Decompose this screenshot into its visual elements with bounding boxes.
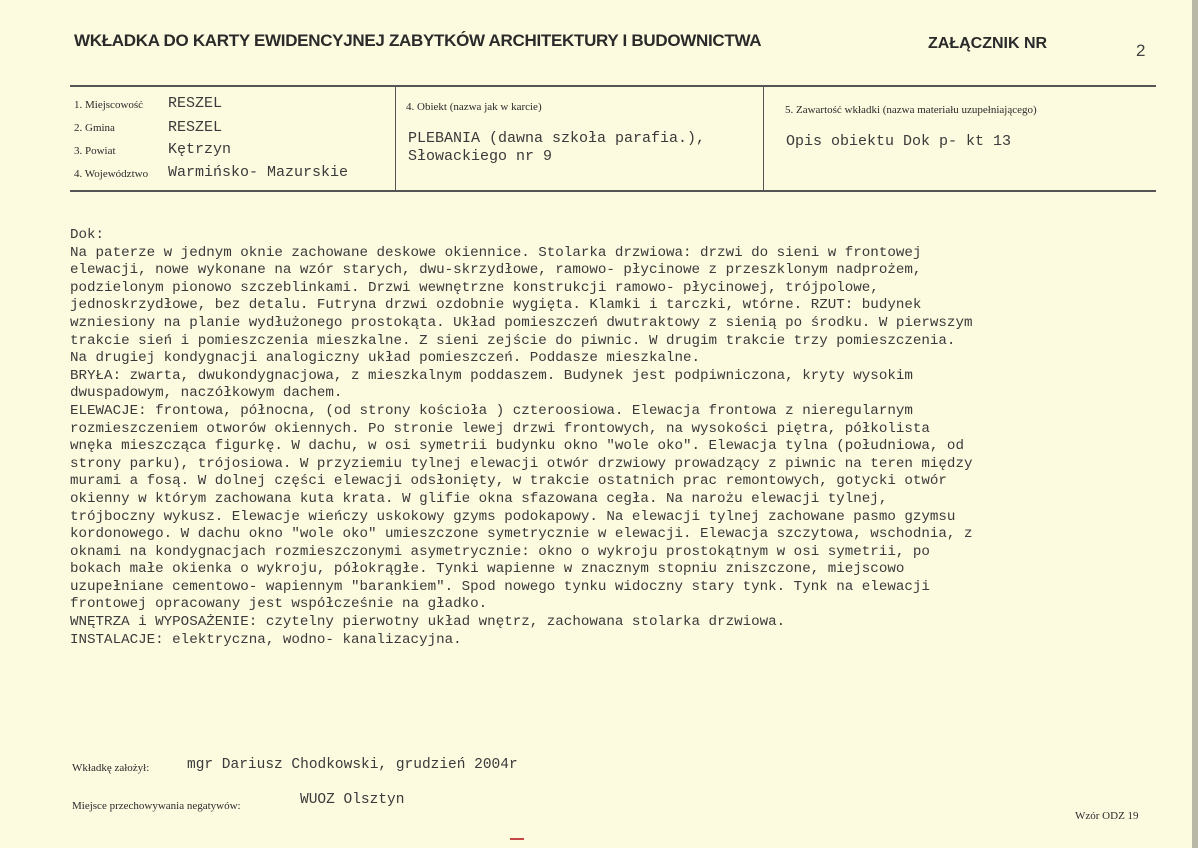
- text-line: Na drugiej kondygnacji analogiczny układ pomieszczeń. Poddasze mieszkalne.: [70, 350, 701, 367]
- text-line: elewacji, nowe wykonane na wzór starych, dwu-skrzydłowe, ramowo- płycinowe z przeszklonym nadprożem,: [70, 262, 922, 279]
- text-line: bokach małe okienka o wykroju, półokrągłe. Tynki wapienne w znacznym stopniu zniszczone, miejscowo: [70, 561, 905, 578]
- text-line: BRYŁA: zwarta, dwukondygnacjowa, z mieszkalnym poddaszem. Budynek jest podpiwniczona, kryty wysokim: [70, 367, 913, 384]
- text-line: murami a fosą. W dolnej części elewacji odsłonięty, w trakcie ostatnich prac remontowych, gotycki otwór: [70, 473, 947, 490]
- wojewodztwo-value: Warmińsko- Mazurskie: [168, 164, 349, 181]
- text-line: ELEWACJE: frontowa, północna, (od strony kościoła ) czteroosiowa. Elewacja frontowa z nieregularnym: [70, 402, 913, 419]
- text-line: uzupełniane cementowo- wapiennym "barankiem". Spod nowego tynku widoczny stary tynk. Tynk na elewacji: [70, 578, 930, 595]
- object-line-1: PLEBANIA (dawna szkoła parafia.),: [408, 130, 706, 147]
- text-line: okienny w którym zachowana kuta krata. W glifie okna sfazowana cegła. Na narożu elewacji tylnej,: [70, 490, 888, 507]
- form-title: WKŁADKA DO KARTY EWIDENCYJNEJ ZABYTKÓW ARCHITEKTURY I BUDOWNICTWA: [74, 31, 762, 50]
- storage-label: Miejsce przechowywania negatywów:: [72, 800, 241, 812]
- object-line-2: Słowackiego nr 9: [408, 148, 553, 165]
- top-rule: [70, 85, 1156, 87]
- text-line: wzniesiony na planie wydłużonego prostokąta. Układ pomieszczeń dwutraktowy z sienią po środku. W pierwszym: [70, 314, 973, 331]
- description-text: [70, 227, 1170, 649]
- storage-value: WUOZ Olsztyn: [300, 792, 405, 808]
- divider-1: [395, 86, 396, 190]
- text-line: Na paterze w jednym oknie zachowane deskowe okiennice. Stolarka drzwiowa: drzwi do sieni w frontowej: [70, 244, 922, 261]
- author-value: mgr Dariusz Chodkowski, grudzień 2004r: [187, 757, 518, 773]
- miejscowosc-value: RESZEL: [168, 95, 223, 112]
- text-line: podzielonym pionowo szczeblinkami. Drzwi wewnętrzne konstrukcji ramowo- płycinowej, trójpolowe,: [70, 279, 879, 296]
- text-line: trójboczny wykusz. Elewacje wieńczy uskokowy gzyms podokapowy. Na elewacji tylnej zachowane pasmo gzymsu: [70, 508, 956, 525]
- divider-2: [763, 86, 764, 190]
- text-line: wnęka mieszcząca figurkę. W dachu, w osi symetrii budynku okno "wole oko". Elewacja tylna (południowa, od: [70, 438, 964, 455]
- author-label: Wkładkę założył:: [72, 762, 150, 774]
- text-line: trakcie sień i pomieszczenia mieszkalne. Z sieni zejście do piwnic. W drugim trakcie trzy pomieszczenia.: [70, 332, 956, 349]
- text-line: Dok:: [70, 227, 105, 243]
- form-code: Wzór ODZ 19: [1075, 810, 1139, 822]
- text-line: strony parku), trójosiowa. W przyziemiu tylnej elewacji otwór drzwiowy prowadzący z piwnic na teren między: [70, 455, 973, 472]
- info-bottom-rule: [70, 190, 1156, 192]
- text-line: kordonowego. W dachu okno "wole oko" umieszczone symetrycznie w elewacji. Elewacja szczytowa, wschodnia, z: [70, 526, 973, 543]
- annex-label: ZAŁĄCZNIK NR: [928, 35, 1048, 52]
- powiat-value: Kętrzyn: [168, 141, 232, 158]
- object-label: 4. Obiekt (nazwa jak w karcie): [406, 101, 542, 113]
- text-line: jednoskrzydłowe, bez detalu. Futryna drzwi ozdobnie wygięta. Klamki i tarczki, wtórne. RZUT: budynek: [70, 297, 922, 314]
- powiat-label: 3. Powiat: [74, 145, 116, 157]
- scan-edge: [1192, 0, 1198, 848]
- contents-value: Opis obiektu Dok p- kt 13: [786, 133, 1012, 150]
- contents-label: 5. Zawartość wkładki (nazwa materiału uzupełniającego): [785, 104, 1037, 116]
- red-mark: [510, 838, 524, 840]
- annex-number: 2: [1136, 41, 1146, 60]
- text-line: frontowej opracowany jest współcześnie na gładko.: [70, 596, 488, 613]
- text-line: WNĘTRZA i WYPOSAŻENIE: czytelny pierwotny układ wnętrz, zachowana stolarka drzwiowa.: [70, 614, 786, 631]
- text-line: INSTALACJE: elektryczna, wodno- kanalizacyjna.: [70, 631, 462, 648]
- miejscowosc-label: 1. Miejscowość: [74, 99, 144, 111]
- wojewodztwo-label: 4. Województwo: [74, 168, 149, 180]
- text-line: dwuspadowym, naczółkowym dachem.: [70, 385, 343, 402]
- gmina-label: 2. Gmina: [74, 122, 115, 134]
- gmina-value: RESZEL: [168, 119, 223, 136]
- text-line: rozmieszczeniem otworów okiennych. Po stronie lewej drzwi frontowych, na wysokości piętra, półkolista: [70, 420, 930, 437]
- text-line: oknami na kondygnacjach rozmieszczonymi asymetrycznie: okno o wykroju prostokątnym w osi symetrii, po: [70, 543, 930, 560]
